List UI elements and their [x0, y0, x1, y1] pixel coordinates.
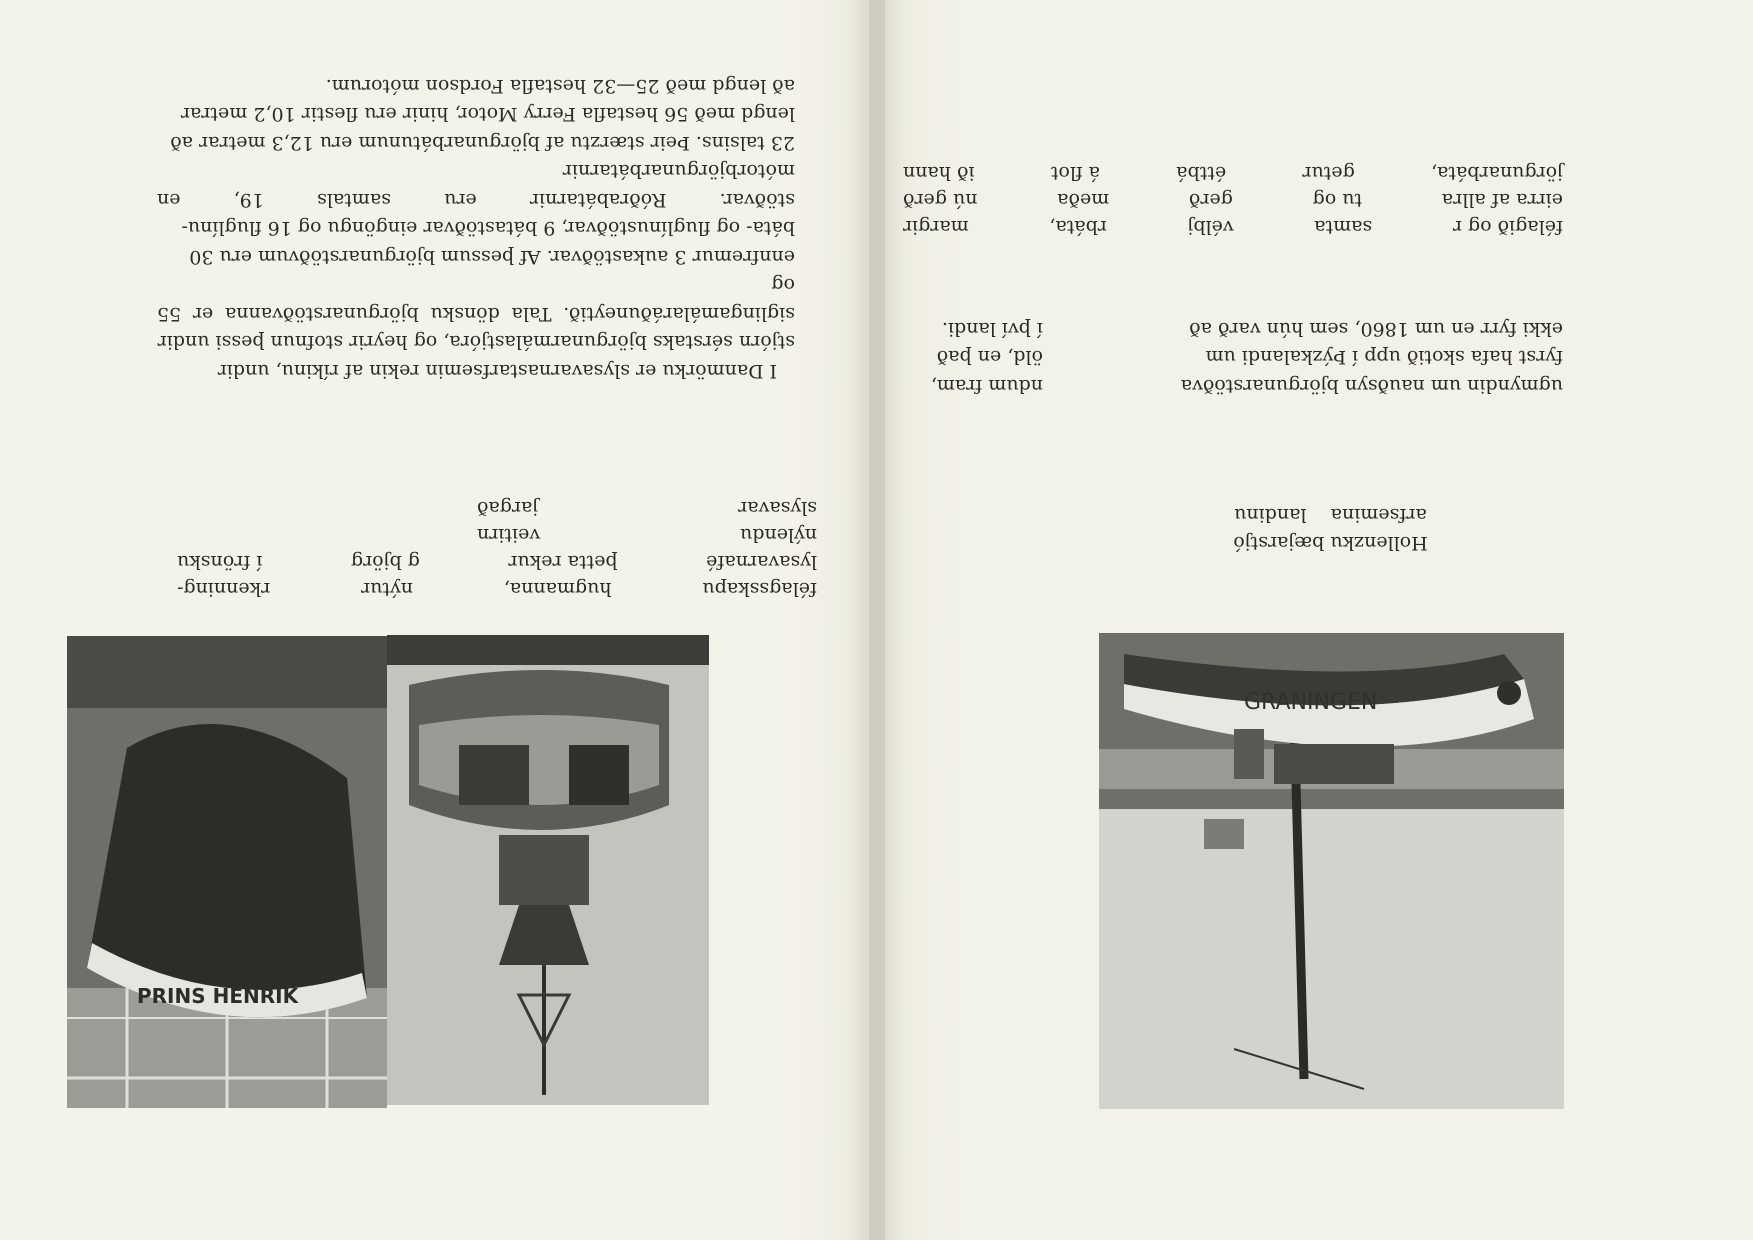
table-cell: félagið og r: [1452, 216, 1563, 238]
boat-lettering: GRANINGEN: [1244, 690, 1378, 715]
hull-lettering: PRINS HENRIK: [137, 984, 299, 1008]
table-cell: gerð: [1188, 189, 1233, 211]
left-page: [877, 0, 1753, 1240]
table-cell: tu og: [1312, 189, 1363, 211]
table-row: [903, 159, 1563, 186]
table-cell: samta: [1314, 216, 1373, 238]
text-line: 23 talsins. Þeir stærztu af björgunarbátunum eru 12,3 metrar að: [170, 132, 795, 154]
table-cell: eirra af allra: [1441, 189, 1563, 211]
text-line: ennfremur 3 aukastöðvar. Af þessum björgunarstöðvum eru 30: [189, 246, 795, 268]
right-paragraph: [157, 72, 795, 386]
table-cell: rkenning-: [177, 578, 271, 600]
table-cell: margir: [903, 216, 969, 238]
text-line: lengd með 56 hestafla Ferry Motor, hinir eru flestir 10,2 metrar: [180, 103, 795, 126]
text-line: fyrst hafa skotið upp í Þýzkalandi um: [1205, 346, 1563, 369]
table-cell: nýlendu: [740, 524, 817, 546]
table-cell: getur: [1302, 162, 1355, 184]
table-row: [177, 548, 817, 575]
table-cell: þetta rekur: [508, 551, 618, 573]
table-cell: slysavar: [738, 497, 817, 519]
caption-line-2: [1098, 501, 1563, 529]
table-row: [903, 213, 1563, 240]
caption-word: landinu: [1234, 504, 1307, 526]
table-cell: ið hann: [903, 162, 975, 184]
text-line: ekki fyrr en um 1860, sem hún varð að: [1189, 318, 1563, 340]
table-cell: lysavarnafé: [706, 551, 817, 573]
table-row: [477, 494, 817, 521]
left-table: [903, 159, 1563, 240]
photo-caption: [1098, 501, 1563, 557]
right-table: [177, 494, 817, 602]
text-line: stöðvar. Róðrabátarnir eru samtals 19, en mótorbjörgunarbátarnir: [157, 160, 795, 211]
text-line: að lengd með 25—32 hestafla Fordson mótorum.: [325, 75, 795, 97]
lifeboat-slipway-photo: [1099, 633, 1564, 1109]
table-cell: vélbj: [1187, 216, 1234, 238]
table-cell: g björg: [350, 551, 420, 573]
table-cell: meða: [1057, 189, 1110, 211]
gutter-shadow: [869, 0, 877, 1240]
text-line: öld, en það: [936, 346, 1043, 369]
text-line: báta- og fluglínustöðvar, 9 bátastöðvar eingöngu og 16 fluglínu-: [181, 217, 795, 240]
table-cell: á flot: [1050, 162, 1100, 184]
left-margin-fragments: [903, 315, 1043, 401]
table-cell: í frönsku: [177, 551, 263, 573]
text-line: ndum fram,: [930, 375, 1043, 397]
table-cell: éttbá: [1176, 162, 1227, 184]
text-line: siglingamálaráðuneytið. Tala dönsku björgunarstöðvanna er 55 og: [157, 274, 795, 325]
table-cell: veitirn: [477, 524, 541, 546]
table-cell: jörgunarbáta,: [1431, 162, 1563, 184]
text-line: ugmyndin um nauðsyn björgunarstöðva: [1180, 375, 1563, 397]
table-row: [177, 575, 817, 602]
lifeboat-deck-photo: [387, 635, 709, 1105]
table-cell: nú gerð: [903, 189, 978, 211]
text-line: stjórn sérstaks björgunarmálastjóra, og heyrir stofnun þessi undir: [157, 331, 795, 354]
table-cell: hugmanna,: [503, 578, 612, 600]
gutter-shadow: [877, 0, 885, 1240]
caption-line-1: Hollenzku bæjarstjó: [1233, 532, 1428, 554]
lifeboat-hull-photo: [67, 636, 387, 1108]
text-line: í því landi.: [941, 318, 1043, 340]
left-paragraph: [1093, 315, 1563, 401]
table-cell: nýtur: [361, 578, 413, 600]
table-row: [903, 186, 1563, 213]
table-cell: jargað: [477, 497, 539, 519]
table-cell: rbáta,: [1049, 216, 1107, 238]
table-cell: félagsskapu: [702, 578, 817, 600]
caption-word: arfsemina: [1330, 504, 1427, 526]
text-line: I Danmörku er slysavarnastarfsemin rekin af ríkinu, undir: [217, 360, 777, 382]
table-row: [477, 521, 817, 548]
